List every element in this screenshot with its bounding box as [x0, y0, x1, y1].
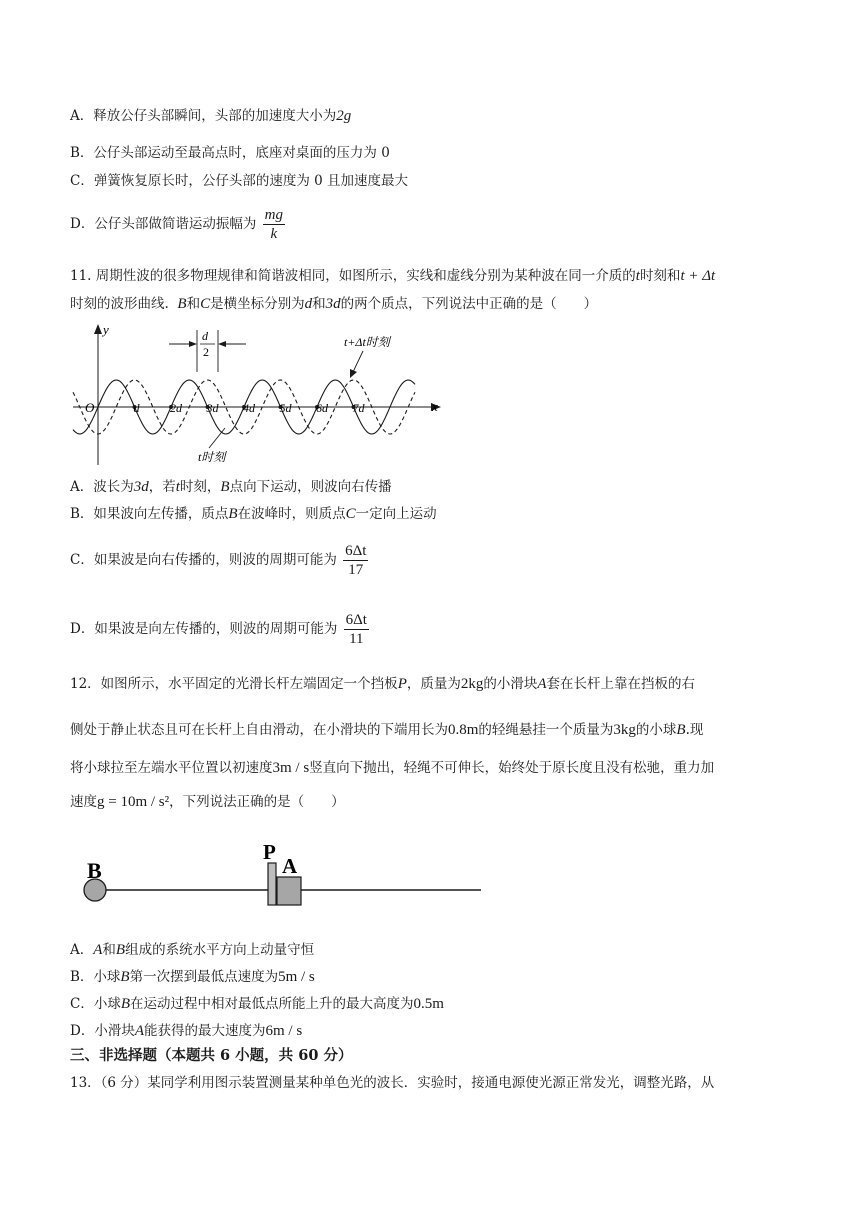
solid-label-pointer	[209, 428, 225, 448]
half-arrowhead-right	[218, 341, 226, 347]
half-arrowhead-left	[189, 341, 197, 347]
q12-option-a: A．A和B组成的系统水平方向上动量守恒	[70, 942, 315, 958]
q12-option-b: B．小球B第一次摆到最低点速度为5m / s	[70, 969, 315, 985]
section-3-heading: 三、非选择题（本题共 6 小题，共 60 分）	[70, 1047, 353, 1064]
q12-stem-line3: 将小球拉至左端水平位置以初速度3m / s竖直向下抛出，轻绳不可伸长，始终处于原长度且没有松驰，重力加	[70, 760, 715, 776]
solid-curve-label: t时刻	[198, 450, 226, 464]
tick-label-6: 6d	[316, 401, 328, 415]
half-label-den: 2	[203, 345, 209, 359]
q10-option-d: D．公仔头部做简谐运动振幅为 $\frac{mg}{k}$	[70, 207, 283, 242]
q11-option-b: B．如果波向左传播，质点B在波峰时，则质点C一定向上运动	[70, 506, 437, 522]
tick-label-5: 5d	[279, 401, 292, 415]
q12-figure	[78, 838, 488, 920]
ball-b-label: B	[87, 858, 102, 883]
baffle-p-label: P	[263, 840, 276, 864]
q11-stem-line1: 11. 周期性波的很多物理规律和简谐波相同，如图所示，实线和虚线分别为某种波在同一介质的t时刻和t + Δt	[70, 268, 716, 284]
tick-label-1: d	[133, 401, 140, 415]
y-axis-arrow	[94, 324, 102, 334]
q12-option-d: D．小滑块A能获得的最大速度为6m / s	[70, 1023, 303, 1039]
half-label-num: d	[202, 329, 208, 343]
q12-stem-line2: 侧处于静止状态且可在长杆上自由滑动，在小滑块的下端用长为0.8m的轻绳悬挂一个质量为3kg的小球B.现	[70, 722, 704, 738]
q11-stem-line2: 时刻的波形曲线. B和C是横坐标分别为d和3d的两个质点，下列说法中正确的是（ ）	[70, 296, 598, 312]
q10-option-a: A．释放公仔头部瞬间，头部的加速度大小为2g	[70, 108, 352, 124]
q11-option-c: C．如果波是向右传播的，则波的周期可能为 $\frac{6\Delta t}{17}$	[70, 543, 367, 578]
x-axis-label: x	[432, 399, 438, 414]
q12-stem-line1: 12．如图所示，水平固定的光滑长杆左端固定一个挡板P，质量为2kg的小滑块A套在长杆上靠在挡板的右	[70, 676, 696, 692]
q11-d-fraction: $\frac{6\Delta t}{11}$	[345, 612, 367, 647]
q11-wave-figure	[65, 320, 455, 470]
q11-c-fraction: $\frac{6\Delta t}{17}$	[345, 543, 367, 578]
tick-label-4: 4d	[243, 401, 255, 415]
dashed-curve-label: t+Δt时刻	[344, 335, 390, 349]
q10-option-b: B．公仔头部运动至最高点时，底座对桌面的压力为 0	[70, 145, 390, 161]
slider-a-label: A	[282, 854, 298, 878]
tick-layer	[133, 401, 366, 415]
q10-option-c: C．弹簧恢复原长时，公仔头部的速度为 0 且加速度最大	[70, 173, 409, 189]
q12-option-c: C．小球B在运动过程中相对最低点所能上升的最大高度为0.5m	[70, 996, 444, 1012]
q13-stem: 13．（6 分）某同学利用图示装置测量某种单色光的波长．实验时，接通电源使光源正常发光，调整光路，从	[70, 1075, 715, 1091]
tick-label-7: 7d	[352, 401, 365, 415]
baffle-p	[268, 863, 276, 905]
tick-label-2: 2d	[170, 401, 182, 415]
y-axis-label: y	[103, 322, 109, 337]
dashed-label-pointer	[353, 351, 363, 372]
slider-a	[277, 877, 301, 905]
q11-option-d: D．如果波是向左传播的，则波的周期可能为 $\frac{6\Delta t}{11}$	[70, 612, 367, 647]
tick-label-3: 3d	[206, 401, 219, 415]
q10-d-fraction: $\frac{mg}{k}$	[264, 207, 283, 242]
origin-label: O	[85, 400, 95, 415]
q11-option-a: A．波长为3d，若t时刻，B点向下运动，则波向右传播	[70, 479, 392, 495]
q12-stem-line4: 速度g = 10m / s²，下列说法正确的是（ ）	[70, 794, 345, 810]
